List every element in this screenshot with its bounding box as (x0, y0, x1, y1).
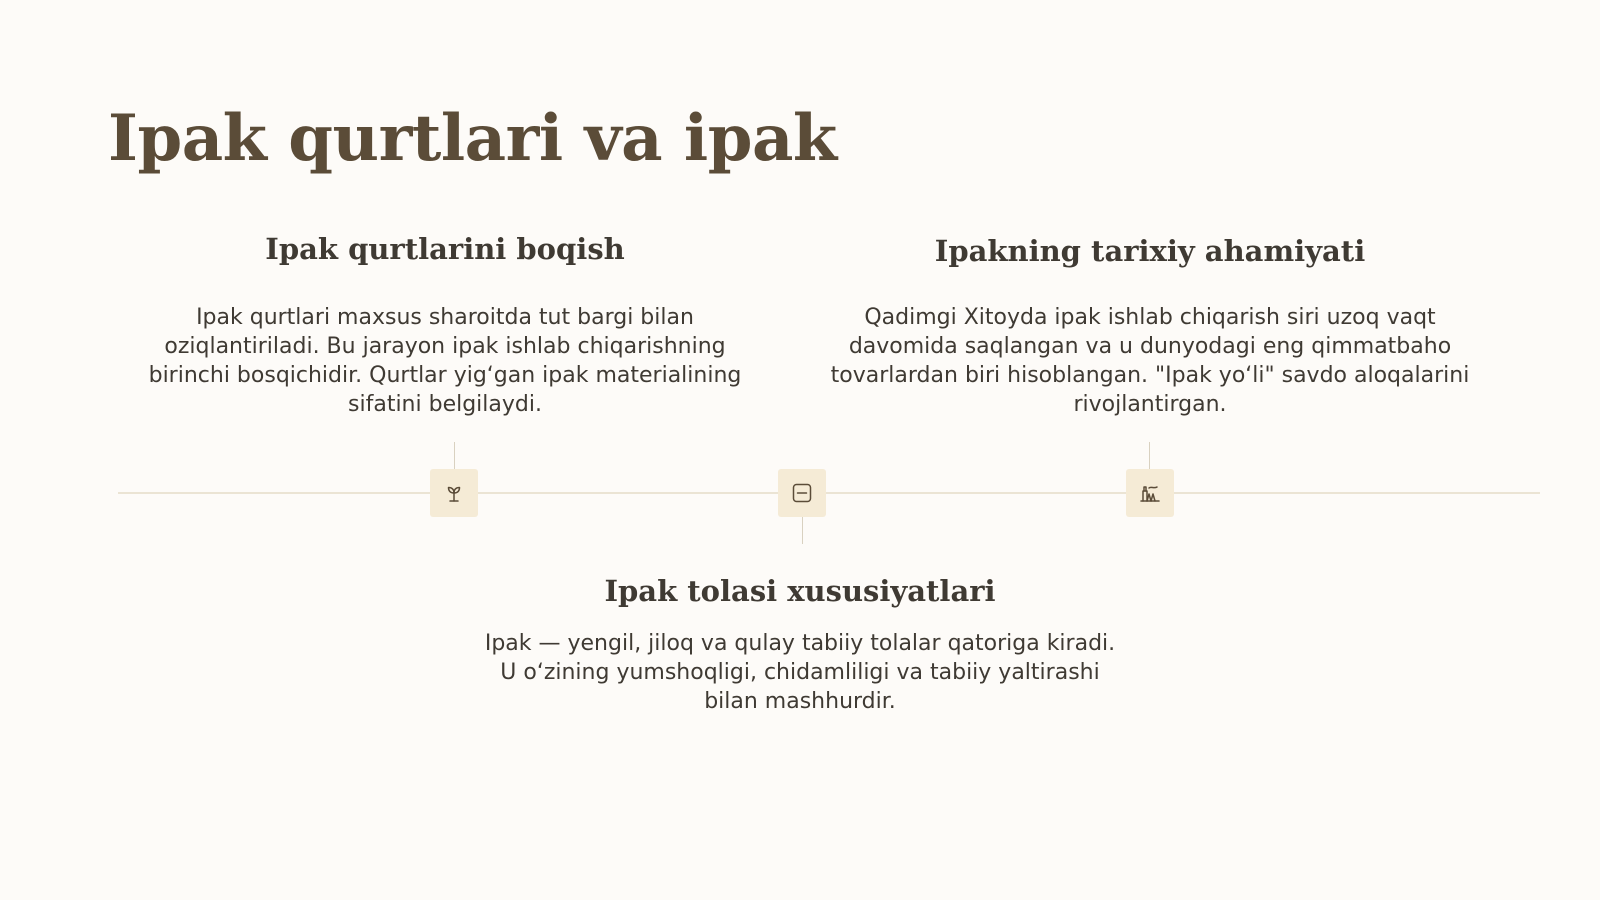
sprout-icon (442, 481, 466, 505)
section-body: Qadimgi Xitoyda ipak ishlab chiqarish siri uzoq vaqt davomida saqlangan va u dunyodagi eng qimmatbaho tovarlardan biri hisoblangan. "Ipak yo‘li" savdo aloqalarini rivojlantirgan. (830, 304, 1470, 417)
minus-square-icon (790, 481, 814, 505)
timeline-connector (1149, 442, 1150, 470)
section-heading: Ipak tolasi xususiyatlari (604, 574, 996, 608)
slide-title: Ipak qurtlari va ipak (108, 101, 837, 176)
timeline-marker-2 (778, 469, 826, 517)
timeline-marker-3 (1126, 469, 1174, 517)
section-historical-significance (830, 234, 1470, 419)
timeline-line (118, 492, 1540, 494)
section-heading: Ipak qurtlarini boqish (265, 232, 625, 266)
section-fiber-properties (480, 574, 1120, 716)
factory-icon (1138, 481, 1162, 505)
section-heading: Ipakning tarixiy ahamiyati (934, 234, 1366, 268)
timeline-marker-1 (430, 469, 478, 517)
section-body: Ipak — yengil, jiloq va qulay tabiiy tolalar qatoriga kiradi. U o‘zining yumshoqligi, chidamliligi va tabiiy yaltirashi bilan mashhurdir. (484, 630, 1116, 714)
timeline-connector (454, 442, 455, 470)
section-silkworm-rearing (130, 232, 760, 419)
section-body: Ipak qurtlari maxsus sharoitda tut bargi bilan oziqlantiriladi. Bu jarayon ipak ishlab chiqarishning birinchi bosqichidir. Qurtlar yig‘gan ipak materialining sifatini belgilaydi. (148, 304, 742, 417)
timeline-connector (802, 516, 803, 544)
